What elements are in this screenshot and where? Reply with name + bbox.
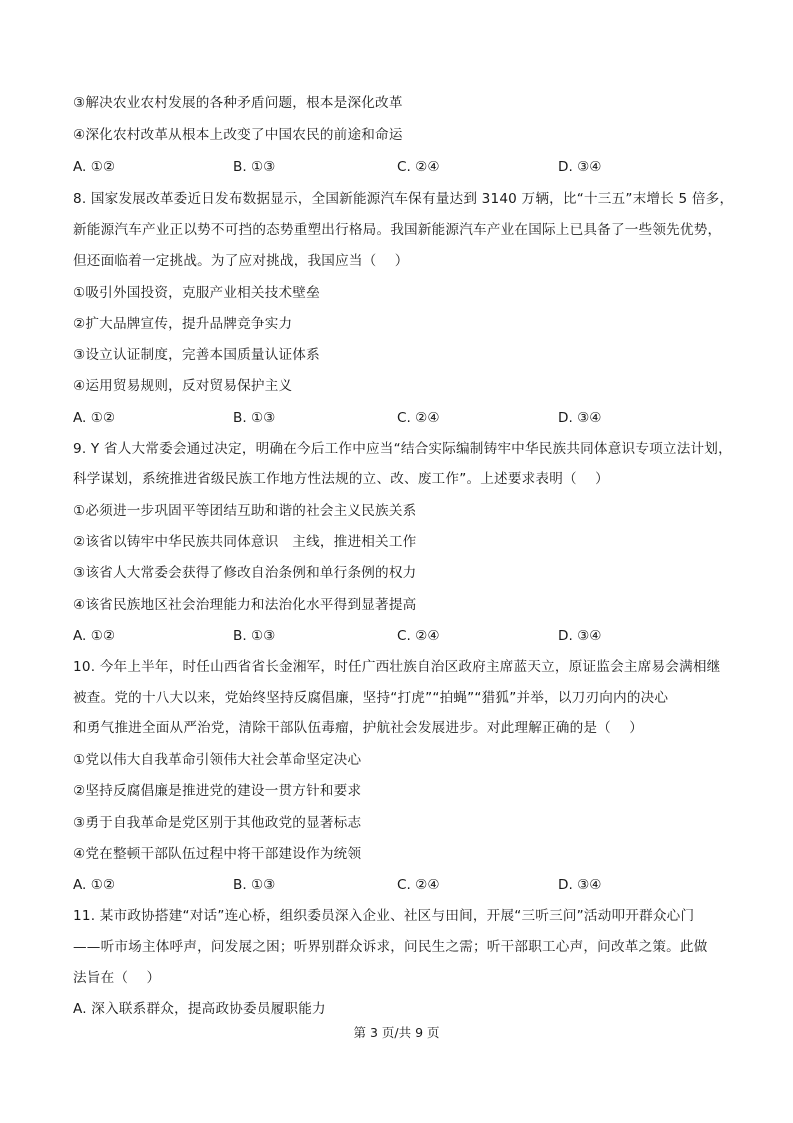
q7-option-d: D. ③④ [558,159,602,175]
q9-option-a: A. ①② [73,628,116,644]
q9-statement-1: ①必须进一步巩固平等团结互助和谐的社会主义民族关系 [73,503,417,519]
q10-stem-line-1: 10. 今年上半年，时任山西省省长金湘军，时任广西壮族自治区政府主席蓝天立，原证监会主席易会满相继 [73,659,721,675]
q7-option-a: A. ①② [73,159,116,175]
q8-stem-line-3: 但还面临着一定挑战。为了应对挑战，我国应当（ ） [73,253,409,269]
q8-option-b: B. ①③ [233,410,276,426]
q9-stem-line-1: 9. Y 省人大常委会通过决定，明确在今后工作中应当“结合实际编制铸牢中华民族共同体意识专项立法计划， [73,441,732,457]
q7-statement-4: ④深化农村改革从根本上改变了中国农民的前途和命运 [73,127,403,143]
q10-option-a: A. ①② [73,877,116,893]
q11-stem-line-1: 11. 某市政协搭建“对话”连心桥，组织委员深入企业、社区与田间，开展“三听三问”活动叩开群众心门 [73,908,695,924]
q8-statement-1: ①吸引外国投资，克服产业相关技术壁垒 [73,285,320,301]
q9-statement-3: ③该省人大常委会获得了修改自治条例和单行条例的权力 [73,565,417,581]
q7-statement-3: ③解决农业农村发展的各种矛盾问题，根本是深化改革 [73,95,403,111]
q10-statement-1: ①党以伟大自我革命引领伟大社会革命坚定决心 [73,752,362,768]
q9-option-c: C. ②④ [397,628,440,644]
q11-stem-line-2: ——听市场主体呼声，问发展之困；听界别群众诉求，问民生之需；听干部职工心声，问改革之策。此做 [73,939,708,955]
q8-statement-3: ③设立认证制度，完善本国质量认证体系 [73,347,320,363]
q7-option-c: C. ②④ [397,159,440,175]
q11-option-a: A. 深入联系群众，提高政协委员履职能力 [73,1001,326,1017]
q10-option-c: C. ②④ [397,877,440,893]
q10-statement-2: ②坚持反腐倡廉是推进党的建设一贯方针和要求 [73,783,362,799]
q10-option-b: B. ①③ [233,877,276,893]
q10-statement-4: ④党在整顿干部队伍过程中将干部建设作为统领 [73,846,362,862]
q8-option-a: A. ①② [73,410,116,426]
q9-statement-2: ②该省以铸牢中华民族共同体意识 主线，推进相关工作 [73,534,417,550]
q7-option-b: B. ①③ [233,159,276,175]
q9-option-d: D. ③④ [558,628,602,644]
q9-stem-line-2: 科学谋划，系统推进省级民族工作地方性法规的立、改、废工作”。上述要求表明（ ） [73,471,609,487]
q8-option-c: C. ②④ [397,410,440,426]
q9-option-b: B. ①③ [233,628,276,644]
q10-stem-line-2: 被查。党的十八大以来，党始终坚持反腐倡廉，坚持“打虎”“拍蝇”“猎狐”并举，以刀刃向内的决心 [73,690,669,706]
q11-stem-line-3: 法旨在（ ） [73,970,161,986]
q8-option-d: D. ③④ [558,410,602,426]
q10-statement-3: ③勇于自我革命是党区别于其他政党的显著标志 [73,815,362,831]
q8-statement-4: ④运用贸易规则，反对贸易保护主义 [73,378,293,394]
q8-statement-2: ②扩大品牌宣传，提升品牌竞争实力 [73,316,293,332]
q9-statement-4: ④该省民族地区社会治理能力和法治化水平得到显著提高 [73,597,417,613]
q10-stem-line-3: 和勇气推进全面从严治党，清除干部队伍毒瘤，护航社会发展进步。对此理解正确的是（ ） [73,720,644,736]
page-footer: 第 3 页/共 9 页 [353,1025,440,1040]
q10-option-d: D. ③④ [558,877,602,893]
q8-stem-line-1: 8. 国家发展改革委近日发布数据显示，全国新能源汽车保有量达到 3140 万辆，比“十三五”末增长 5 倍多， [73,191,734,207]
q8-stem-line-2: 新能源汽车产业正以势不可挡的态势重塑出行格局。我国新能源汽车产业在国际上已具备了一些领先优势， [73,222,722,238]
